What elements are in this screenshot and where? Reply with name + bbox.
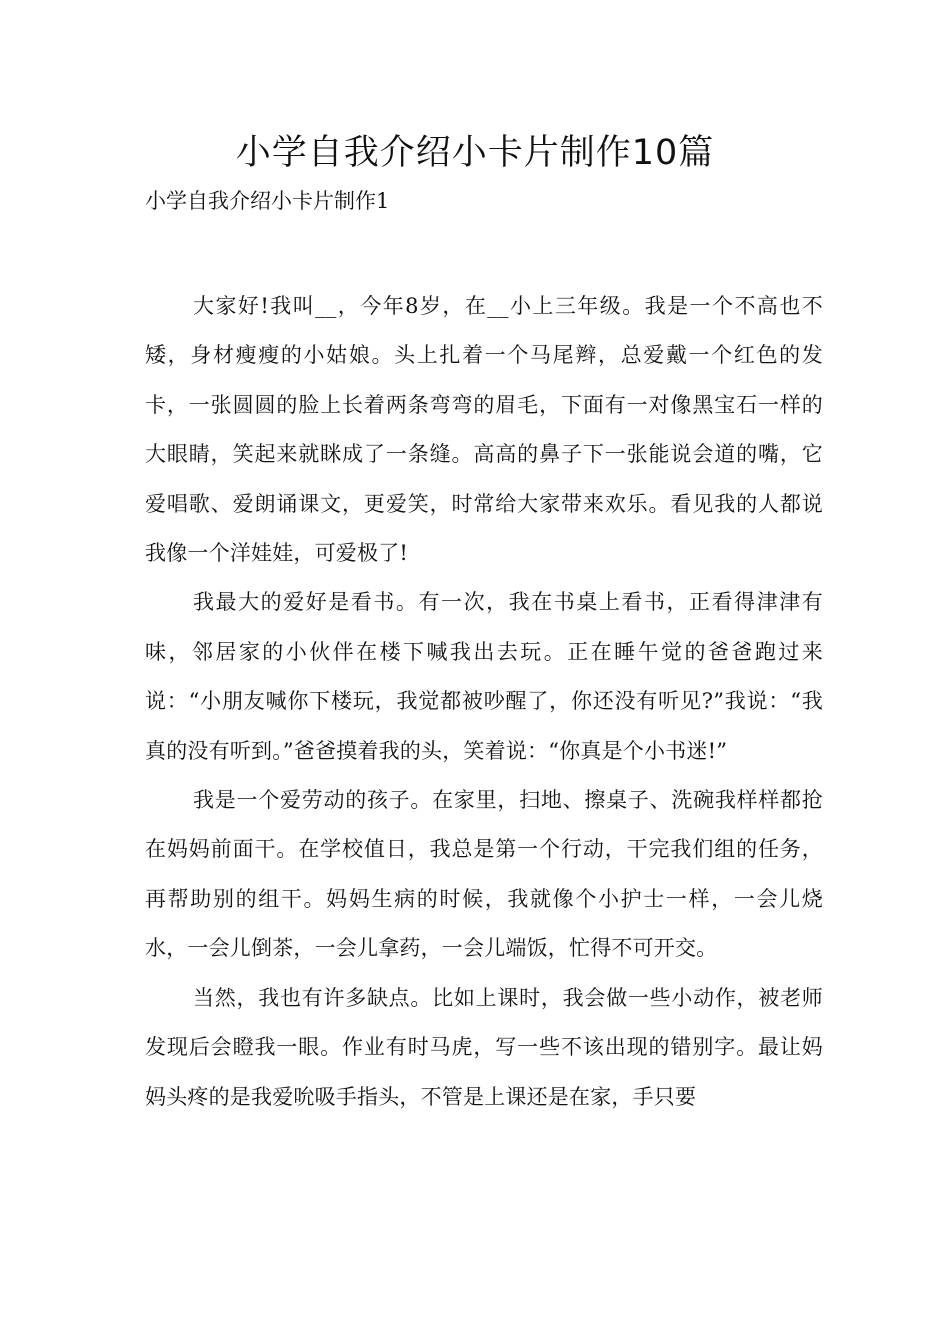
paragraph-chores: 我是一个爱劳动的孩子。在家里，扫地、擦桌子、洗碗我样样都抢在妈妈前面干。在学校值日，我总是第一个行动，干完我们组的任务，再帮助别的组干。妈妈生病的时候，我就像个小护士一样，一会儿烧水，一会儿倒茶，一会儿拿药，一会儿端饭，忙得不可开交。	[145, 788, 823, 961]
section-heading: 小学自我介绍小卡片制作1	[145, 189, 390, 213]
paragraph-shortcomings: 当然，我也有许多缺点。比如上课时，我会做一些小动作，被老师发现后会瞪我一眼。作业有时马虎，写一些不该出现的错别字。最让妈妈头疼的是我爱吮吸手指头，不管是上课还是在家，手只要	[145, 985, 823, 1109]
paragraph-intro: 大家好!我叫__，今年8岁，在__小上三年级。我是一个不高也不矮，身材瘦瘦的小姑娘。头上扎着一个马尾辫，总爱戴一个红色的发卡，一张圆圆的脸上长着两条弯弯的眉毛，下面有一对像黑宝石一样的大眼睛，笑起来就眯成了一条缝。高高的鼻子下一张能说会道的嘴，它爱唱歌、爱朗诵课文，更爱笑，时常给大家带来欢乐。看见我的人都说我像一个洋娃娃，可爱极了!	[145, 294, 823, 566]
document-body	[145, 282, 823, 1122]
paragraph-hobby: 我最大的爱好是看书。有一次，我在书桌上看书，正看得津津有味，邻居家的小伙伴在楼下喊我出去玩。正在睡午觉的爸爸跑过来说：“小朋友喊你下楼玩，我觉都被吵醒了，你还没有听见?”我说：“我真的没有听到。”爸爸摸着我的头，笑着说：“你真是个小书迷!”	[145, 590, 823, 763]
document-title: 小学自我介绍小卡片制作10篇	[235, 133, 715, 173]
